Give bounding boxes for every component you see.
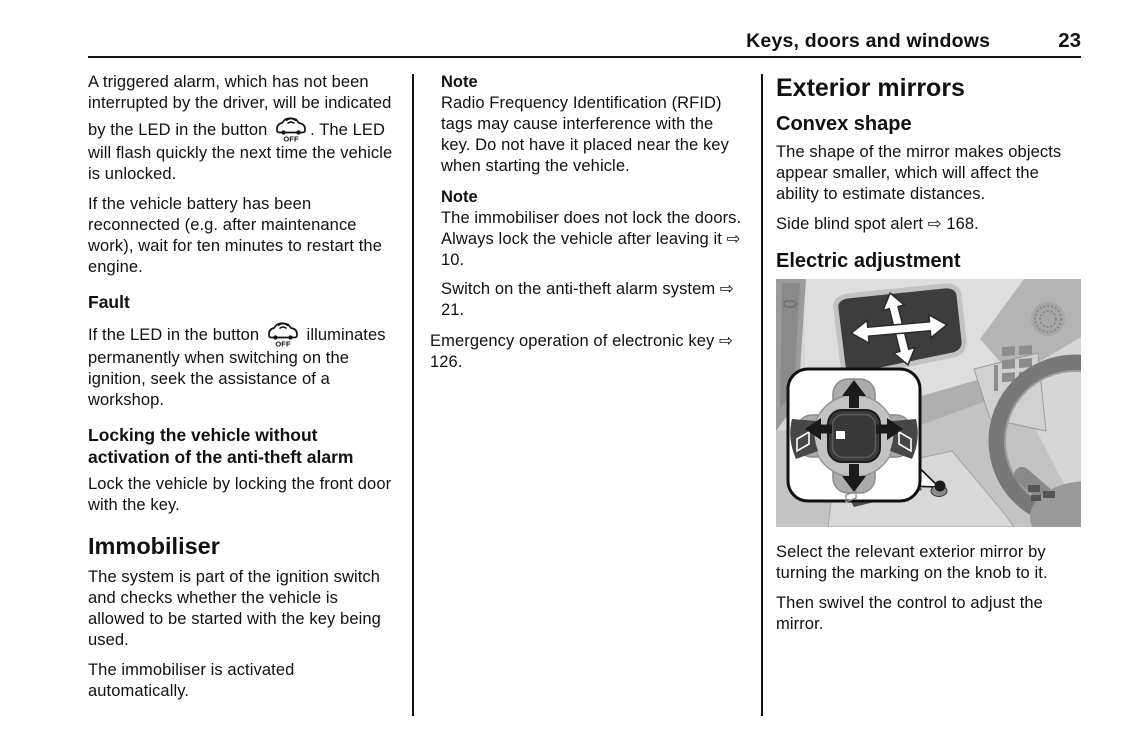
column-1 <box>88 72 396 711</box>
immobiliser-heading: Immobiliser <box>88 533 220 559</box>
note-label: Note <box>441 188 478 206</box>
page-header <box>88 29 1081 53</box>
anti-theft-alarm-off-icon <box>265 319 301 348</box>
text-run: . The LED will flash quickly the next time the vehicle is unlocked. <box>88 121 393 183</box>
note-text: The immobiliser does not lock the doors. Always lock the vehicle after leaving it ⇨ 10. <box>441 209 742 269</box>
text-run: illuminates permanently when switching on the ignition, seek the assistance of a workshop. <box>88 326 386 409</box>
alarm-paragraph <box>88 72 396 185</box>
note-text: Radio Frequency Identification (RFID) tags may cause interference with the key. Do not have it placed near the key when starting the vehicle. <box>441 94 729 175</box>
immobiliser-paragraph-1: The system is part of the ignition switch and checks whether the vehicle is allowed to be started with the key being used. <box>88 568 381 649</box>
alarm-off-icon-label: OFF <box>283 134 299 143</box>
swivel-control-paragraph: Then swivel the control to adjust the mirror. <box>776 594 1043 633</box>
lock-with-key-paragraph: Lock the vehicle by locking the front door with the key. <box>88 475 392 514</box>
fault-paragraph <box>88 319 396 411</box>
note-block-rfid <box>430 72 742 177</box>
locking-without-alarm-heading: Locking the vehicle without activation of the anti-theft alarm <box>88 425 354 467</box>
note-label: Note <box>441 73 478 91</box>
text-run: A triggered alarm, which has not been interrupted by the driver, will be indicated by the LED in the button <box>88 73 392 139</box>
header-rule <box>88 56 1081 58</box>
battery-paragraph: If the vehicle battery has been reconnected (e.g. after maintenance work), wait for ten minutes to restart the engine. <box>88 195 382 276</box>
column-divider-2 <box>761 74 763 716</box>
alarm-off-icon-label: OFF <box>275 339 291 348</box>
column-3 <box>776 72 1082 644</box>
column-2 <box>430 72 742 382</box>
anti-theft-alarm-off-icon <box>273 114 309 143</box>
column-divider-1 <box>412 74 414 716</box>
note-text: Switch on the anti-theft alarm system ⇨ 21. <box>441 280 734 319</box>
electric-adjustment-heading: Electric adjustment <box>776 250 961 272</box>
page-number: 23 <box>1058 29 1081 52</box>
exterior-mirrors-heading: Exterior mirrors <box>776 74 965 102</box>
text-run: If the LED in the button <box>88 326 264 344</box>
fault-heading: Fault <box>88 292 130 312</box>
electric-adjustment-illustration <box>776 279 1081 527</box>
note-block-immobiliser <box>430 187 742 321</box>
convex-shape-heading: Convex shape <box>776 113 912 135</box>
blind-spot-paragraph: Side blind spot alert ⇨ 168. <box>776 215 979 233</box>
control-callout <box>788 369 920 502</box>
convex-paragraph: The shape of the mirror makes objects appear smaller, which will affect the ability to estimate distances. <box>776 143 1062 203</box>
emergency-operation-paragraph: Emergency operation of electronic key ⇨ 126. <box>430 332 733 371</box>
chapter-title: Keys, doors and windows <box>746 30 991 52</box>
immobiliser-paragraph-2: The immobiliser is activated automatically. <box>88 661 295 700</box>
select-mirror-paragraph: Select the relevant exterior mirror by turning the marking on the knob to it. <box>776 543 1048 582</box>
